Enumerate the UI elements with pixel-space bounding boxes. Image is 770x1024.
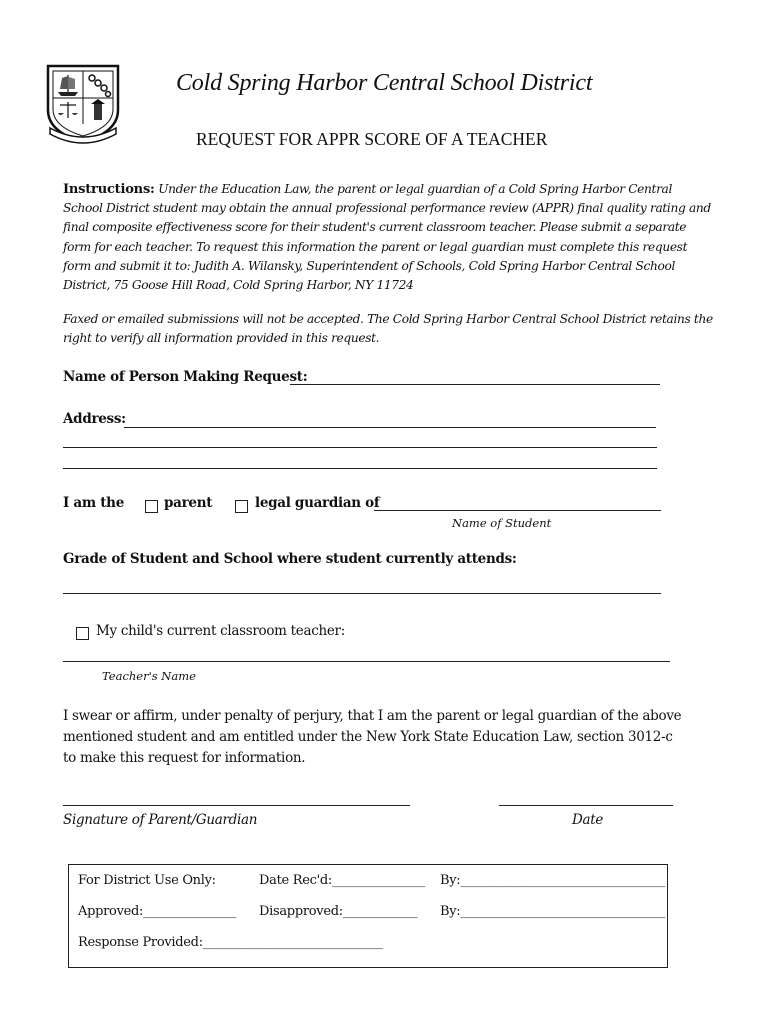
instructions-lead: Instructions: (63, 182, 155, 197)
address-label: Address: (63, 411, 126, 427)
address-line-2[interactable] (63, 447, 657, 448)
name-of-student-caption: Name of Student (452, 516, 552, 530)
grade-school-label: Grade of Student and School where student currently attends: (63, 551, 517, 567)
district-name: Cold Spring Harbor Central School District (176, 70, 593, 96)
district-seal-logo (40, 58, 126, 144)
date-field[interactable] (499, 805, 673, 806)
form-title: REQUEST FOR APPR SCORE OF A TEACHER (196, 129, 548, 149)
address-line-3[interactable] (63, 468, 657, 469)
submission-note: Faxed or emailed submissions will not be accepted. The Cold Spring Harbor Central School District retains the right to verify all information provided in this request. (63, 312, 713, 346)
instructions-body: Under the Education Law, the parent or legal guardian of a Cold Spring Harbor Central School District student may obtain the annual professional performance review (APPR) final quality rating and final composite effectiveness score for their student's current classroom teacher. Please submit a separate form for each teacher. To request this information the parent or legal guardian must complete this request form and submit it to: Judith A. Wilansky, Superintendent of Schools, Cold Spring Harbor Central School District, 75 Goose Hill Road, Cold Spring Harbor, NY 11724 (63, 182, 711, 293)
response-provided-field[interactable]: Response Provided:_____________________________ (78, 935, 383, 950)
requester-name-field[interactable] (290, 384, 660, 385)
grade-school-field[interactable] (63, 593, 661, 594)
disapproved-field[interactable]: Disapproved:____________ (259, 904, 418, 919)
teacher-checkbox[interactable] (76, 627, 89, 640)
approved-field[interactable]: Approved:_______________ (78, 904, 237, 919)
date-received-field[interactable]: Date Rec'd:_______________ (259, 873, 425, 888)
i-am-the-label: I am the (63, 495, 124, 511)
legal-guardian-checkbox[interactable] (235, 500, 248, 513)
legal-guardian-label: legal guardian of (255, 495, 380, 511)
signature-field[interactable] (63, 805, 410, 806)
decided-by-field[interactable]: By:_________________________________ (440, 904, 665, 919)
parent-checkbox[interactable] (145, 500, 158, 513)
affirmation-text: I swear or affirm, under penalty of perjury, that I am the parent or legal guardian of the above mentioned student and am entitled under the New York State Education Law, section 3012-c to make this request for information. (63, 708, 682, 766)
district-use-box (68, 864, 668, 968)
teacher-checkbox-label: My child's current classroom teacher: (96, 623, 345, 639)
instructions-paragraph (63, 180, 713, 295)
received-by-field[interactable]: By:_________________________________ (440, 873, 665, 888)
signature-label: Signature of Parent/Guardian (63, 812, 258, 828)
requester-name-label: Name of Person Making Request: (63, 369, 308, 385)
student-name-field[interactable] (374, 510, 661, 511)
address-line-1[interactable] (124, 427, 656, 428)
district-use-only-label: For District Use Only: (78, 873, 216, 888)
teacher-name-field[interactable] (63, 661, 670, 662)
date-label: Date (572, 812, 604, 828)
parent-label: parent (164, 495, 213, 511)
teachers-name-caption: Teacher's Name (102, 669, 196, 683)
